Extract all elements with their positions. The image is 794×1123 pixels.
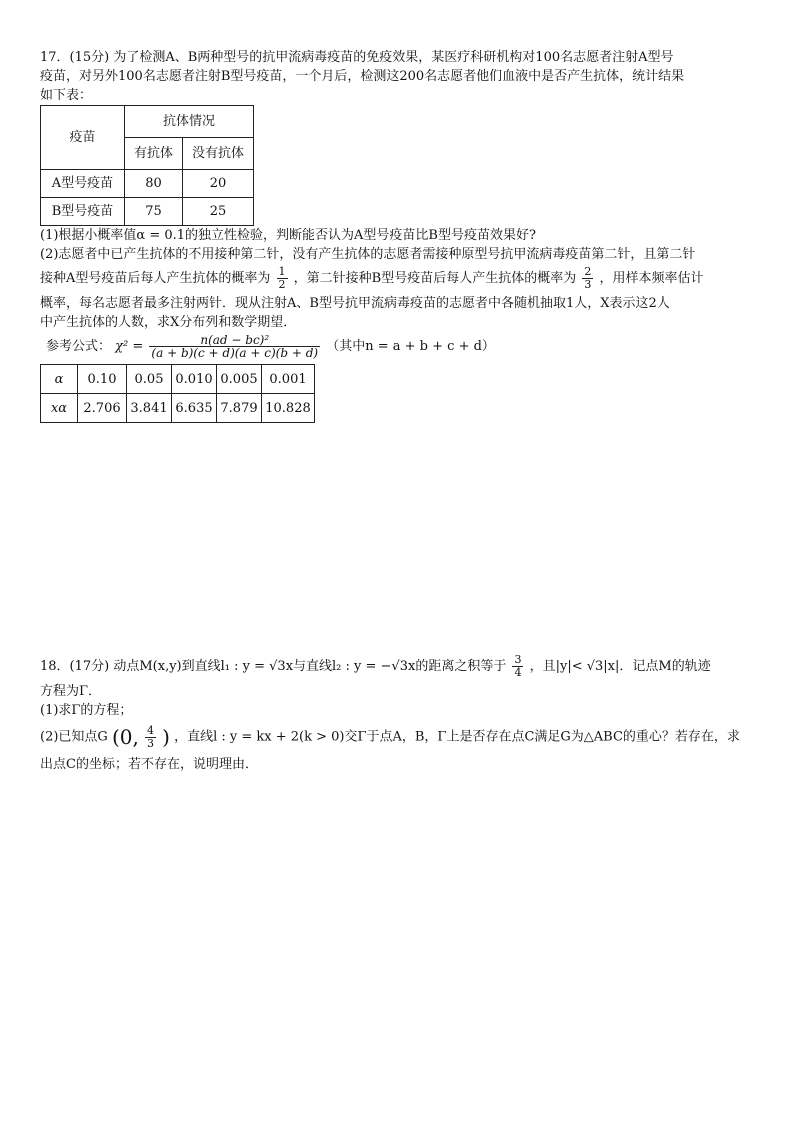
fraction-numerator: 1: [278, 265, 286, 278]
q18-line-1: [40, 652, 752, 682]
row-label: A型号疫苗: [41, 170, 125, 198]
q18-text-a: 18．(17分) 动点M(x,y)到直线l₁ : y = √3x与直线l₂ : y = −√3x的距离之积等于: [40, 659, 507, 674]
fraction-denominator: 4: [514, 666, 522, 679]
formula-note: （其中n = a + b + c + d）: [326, 339, 495, 354]
header-no-antibody: 没有抗体: [183, 138, 254, 170]
critical-value: 7.879: [217, 394, 262, 423]
fraction-denominator: 3: [146, 736, 154, 750]
q18-part-2-line-1: [40, 720, 752, 755]
question-17: [40, 48, 752, 423]
row-label: B型号疫苗: [41, 198, 125, 226]
fraction-numerator: 3: [514, 653, 522, 666]
alpha-value: 0.005: [217, 365, 262, 394]
reference-formula: [46, 332, 752, 362]
q17-part-2-text-a: 接种A型号疫苗后每人产生抗体的概率为: [40, 271, 271, 286]
alpha-value: 0.05: [127, 365, 172, 394]
x-alpha-header: xα: [41, 394, 78, 423]
cell-yes: 80: [125, 170, 183, 198]
fraction-two-thirds: [582, 266, 593, 291]
formula-denominator: (a + b)(c + d)(a + c)(b + d): [151, 346, 319, 360]
alpha-value: 0.001: [262, 365, 315, 394]
fraction-three-quarters: [512, 654, 523, 679]
q17-line-2: 疫苗，对另外100名志愿者注射B型号疫苗，一个月后，检测这200名志愿者他们血液中是否产生抗体，统计结果: [40, 69, 685, 84]
q17-part-2-line-4: 中产生抗体的人数，求X分布列和数学期望．: [40, 315, 297, 330]
alpha-row: [41, 365, 315, 394]
header-vaccine: 疫苗: [41, 106, 125, 170]
chi-square-fraction: [149, 334, 320, 359]
point-g-open: (0,: [111, 725, 139, 749]
critical-value: 2.706: [78, 394, 127, 423]
question-18: [40, 652, 752, 774]
antibody-table: [40, 105, 254, 226]
q17-part-2-line-1: (2)志愿者中已产生抗体的不用接种第二针，没有产生抗体的志愿者需接种原型号抗甲流病毒疫苗第二针，且第二针: [40, 247, 696, 262]
q17-part-2-text-b: ，第二针接种B型号疫苗后每人产生抗体的概率为: [293, 271, 577, 286]
table-row: [41, 170, 254, 198]
point-g-close: ): [162, 725, 170, 749]
critical-value: 10.828: [262, 394, 315, 423]
formula-lhs: χ² =: [115, 339, 144, 354]
q17-part-2-text-c: ，用样本频率估计: [599, 271, 704, 286]
fraction-numerator: 4: [146, 723, 154, 737]
q18-text-b: ，且|y|< √3|x|．记点M的轨迹: [529, 659, 711, 674]
fraction-numerator: 2: [584, 265, 592, 278]
cell-no: 20: [183, 170, 254, 198]
x-alpha-row: [41, 394, 315, 423]
critical-value: 6.635: [172, 394, 217, 423]
alpha-value: 0.010: [172, 365, 217, 394]
cell-no: 25: [183, 198, 254, 226]
alpha-header: α: [41, 365, 78, 394]
q18-part-2-line-2: 出点C的坐标；若不存在，说明理由．: [40, 756, 258, 772]
q18-part-1: (1)求Γ的方程；: [40, 703, 133, 718]
fraction-one-half: [277, 266, 288, 291]
q18-part-2-text-b: ，直线l : y = kx + 2(k > 0)交Γ于点A，B，Γ上是否存在点C满足G为△ABC的重心？若存在，求: [174, 729, 740, 745]
q18-part-2-text-a: (2)已知点G: [40, 729, 108, 745]
fraction-four-thirds: [145, 725, 156, 750]
fraction-denominator: 3: [584, 278, 592, 291]
cell-yes: 75: [125, 198, 183, 226]
fraction-denominator: 2: [278, 278, 286, 291]
q17-part-2-line-2: [40, 264, 752, 294]
critical-value: 3.841: [127, 394, 172, 423]
formula-label: 参考公式：: [46, 339, 112, 354]
q17-line-3: 如下表：: [40, 88, 93, 103]
formula-numerator: n(ad − bc)²: [149, 334, 320, 347]
header-antibody: 抗体情况: [125, 106, 254, 138]
q17-part-2-line-3: 概率，每名志愿者最多注射两针．现从注射A、B型号抗甲流病毒疫苗的志愿者中各随机抽取1人，X表示这2人: [40, 296, 670, 311]
alpha-value: 0.10: [78, 365, 127, 394]
critical-value-table: [40, 364, 315, 423]
header-has-antibody: 有抗体: [125, 138, 183, 170]
q18-line-2: 方程为Γ．: [40, 684, 102, 699]
table-row: [41, 198, 254, 226]
q17-part-1: (1)根据小概率值α = 0.1的独立性检验，判断能否认为A型号疫苗比B型号疫苗效果好?: [40, 228, 536, 243]
q17-line-1: 17．(15分) 为了检测A、B两种型号的抗甲流病毒疫苗的免疫效果，某医疗科研机构对100名志愿者注射A型号: [40, 50, 674, 65]
